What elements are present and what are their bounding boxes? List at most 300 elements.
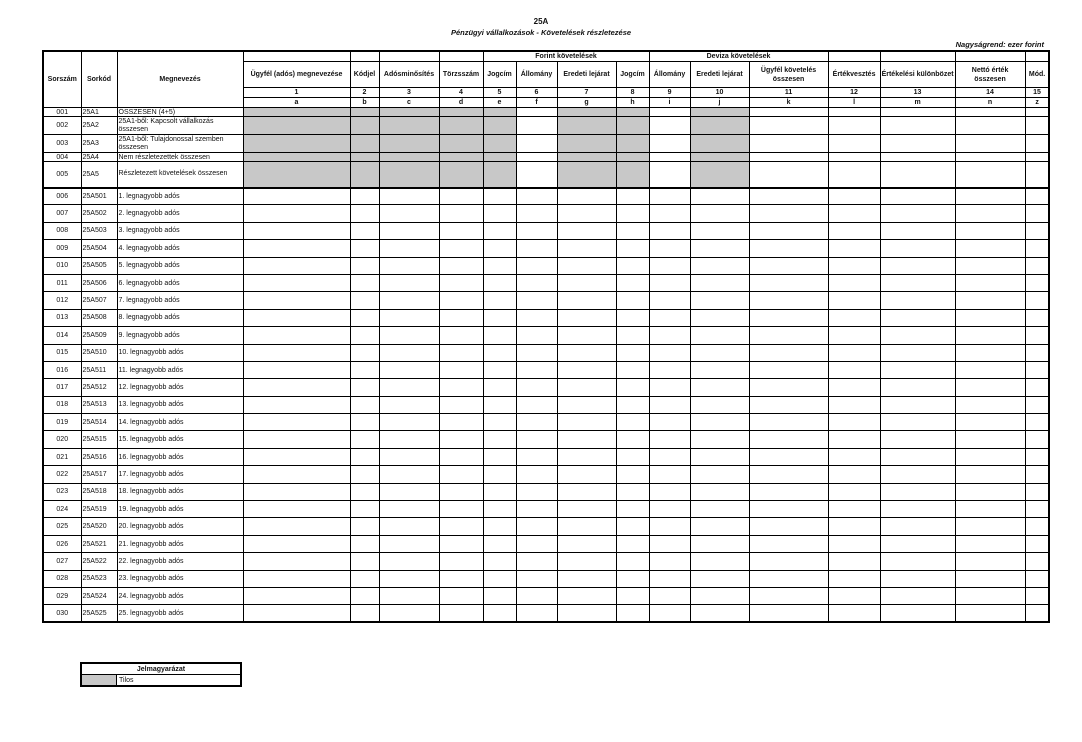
data-cell[interactable] [1025, 501, 1049, 518]
data-cell[interactable] [749, 535, 828, 552]
data-cell[interactable] [649, 570, 690, 587]
data-cell[interactable] [690, 108, 749, 117]
data-cell[interactable] [483, 188, 516, 205]
data-cell[interactable] [690, 535, 749, 552]
data-cell[interactable] [649, 240, 690, 257]
data-cell[interactable] [749, 162, 828, 188]
data-cell[interactable] [483, 108, 516, 117]
data-cell[interactable] [1025, 431, 1049, 448]
data-cell[interactable] [880, 553, 955, 570]
data-cell[interactable] [616, 448, 649, 465]
data-cell[interactable] [690, 222, 749, 239]
data-cell[interactable] [616, 553, 649, 570]
data-cell[interactable] [955, 466, 1025, 483]
data-cell[interactable] [557, 188, 616, 205]
data-cell[interactable] [243, 587, 350, 604]
data-cell[interactable] [243, 448, 350, 465]
data-cell[interactable] [557, 553, 616, 570]
data-cell[interactable] [649, 553, 690, 570]
data-cell[interactable] [828, 535, 880, 552]
data-cell[interactable] [749, 483, 828, 500]
data-cell[interactable] [616, 153, 649, 162]
data-cell[interactable] [516, 518, 557, 535]
data-cell[interactable] [955, 222, 1025, 239]
data-cell[interactable] [379, 292, 439, 309]
data-cell[interactable] [243, 431, 350, 448]
data-cell[interactable] [955, 240, 1025, 257]
data-cell[interactable] [439, 240, 483, 257]
data-cell[interactable] [955, 257, 1025, 274]
data-cell[interactable] [243, 153, 350, 162]
data-cell[interactable] [379, 379, 439, 396]
data-cell[interactable] [516, 379, 557, 396]
data-cell[interactable] [828, 205, 880, 222]
data-cell[interactable] [749, 240, 828, 257]
data-cell[interactable] [649, 222, 690, 239]
data-cell[interactable] [379, 188, 439, 205]
data-cell[interactable] [880, 153, 955, 162]
data-cell[interactable] [439, 466, 483, 483]
data-cell[interactable] [1025, 535, 1049, 552]
data-cell[interactable] [516, 431, 557, 448]
data-cell[interactable] [483, 466, 516, 483]
data-cell[interactable] [350, 483, 379, 500]
data-cell[interactable] [880, 361, 955, 378]
data-cell[interactable] [439, 309, 483, 326]
data-cell[interactable] [749, 153, 828, 162]
data-cell[interactable] [379, 448, 439, 465]
data-cell[interactable] [439, 205, 483, 222]
data-cell[interactable] [616, 483, 649, 500]
data-cell[interactable] [1025, 587, 1049, 604]
data-cell[interactable] [749, 327, 828, 344]
data-cell[interactable] [350, 108, 379, 117]
data-cell[interactable] [557, 396, 616, 413]
data-cell[interactable] [690, 153, 749, 162]
data-cell[interactable] [616, 240, 649, 257]
data-cell[interactable] [828, 327, 880, 344]
data-cell[interactable] [439, 414, 483, 431]
data-cell[interactable] [516, 344, 557, 361]
data-cell[interactable] [516, 570, 557, 587]
data-cell[interactable] [379, 361, 439, 378]
data-cell[interactable] [379, 162, 439, 188]
data-cell[interactable] [649, 483, 690, 500]
data-cell[interactable] [516, 448, 557, 465]
data-cell[interactable] [483, 501, 516, 518]
data-cell[interactable] [379, 535, 439, 552]
data-cell[interactable] [350, 501, 379, 518]
data-cell[interactable] [649, 587, 690, 604]
data-cell[interactable] [557, 361, 616, 378]
data-cell[interactable] [439, 431, 483, 448]
data-cell[interactable] [439, 153, 483, 162]
data-cell[interactable] [955, 292, 1025, 309]
data-cell[interactable] [1025, 396, 1049, 413]
data-cell[interactable] [243, 605, 350, 622]
data-cell[interactable] [880, 274, 955, 291]
data-cell[interactable] [483, 396, 516, 413]
data-cell[interactable] [616, 205, 649, 222]
data-cell[interactable] [439, 587, 483, 604]
data-cell[interactable] [649, 448, 690, 465]
data-cell[interactable] [516, 257, 557, 274]
data-cell[interactable] [350, 117, 379, 135]
data-cell[interactable] [350, 222, 379, 239]
data-cell[interactable] [649, 535, 690, 552]
data-cell[interactable] [955, 570, 1025, 587]
data-cell[interactable] [616, 414, 649, 431]
data-cell[interactable] [749, 292, 828, 309]
data-cell[interactable] [557, 431, 616, 448]
data-cell[interactable] [828, 188, 880, 205]
data-cell[interactable] [350, 535, 379, 552]
data-cell[interactable] [749, 205, 828, 222]
data-cell[interactable] [439, 518, 483, 535]
data-cell[interactable] [350, 257, 379, 274]
data-cell[interactable] [880, 257, 955, 274]
data-cell[interactable] [880, 466, 955, 483]
data-cell[interactable] [1025, 257, 1049, 274]
data-cell[interactable] [350, 153, 379, 162]
data-cell[interactable] [690, 414, 749, 431]
data-cell[interactable] [439, 570, 483, 587]
data-cell[interactable] [955, 414, 1025, 431]
data-cell[interactable] [483, 344, 516, 361]
data-cell[interactable] [379, 257, 439, 274]
data-cell[interactable] [1025, 222, 1049, 239]
data-cell[interactable] [243, 309, 350, 326]
data-cell[interactable] [880, 396, 955, 413]
data-cell[interactable] [1025, 205, 1049, 222]
data-cell[interactable] [483, 518, 516, 535]
data-cell[interactable] [439, 553, 483, 570]
data-cell[interactable] [828, 361, 880, 378]
data-cell[interactable] [350, 361, 379, 378]
data-cell[interactable] [379, 414, 439, 431]
data-cell[interactable] [955, 605, 1025, 622]
data-cell[interactable] [649, 431, 690, 448]
data-cell[interactable] [880, 501, 955, 518]
data-cell[interactable] [749, 309, 828, 326]
data-cell[interactable] [379, 431, 439, 448]
data-cell[interactable] [516, 605, 557, 622]
data-cell[interactable] [828, 135, 880, 153]
data-cell[interactable] [516, 162, 557, 188]
data-cell[interactable] [880, 605, 955, 622]
data-cell[interactable] [483, 431, 516, 448]
data-cell[interactable] [880, 108, 955, 117]
data-cell[interactable] [350, 327, 379, 344]
data-cell[interactable] [649, 501, 690, 518]
data-cell[interactable] [616, 605, 649, 622]
data-cell[interactable] [955, 431, 1025, 448]
data-cell[interactable] [955, 205, 1025, 222]
data-cell[interactable] [828, 379, 880, 396]
data-cell[interactable] [516, 361, 557, 378]
data-cell[interactable] [1025, 518, 1049, 535]
data-cell[interactable] [749, 587, 828, 604]
data-cell[interactable] [690, 327, 749, 344]
data-cell[interactable] [828, 570, 880, 587]
data-cell[interactable] [616, 117, 649, 135]
data-cell[interactable] [439, 135, 483, 153]
data-cell[interactable] [243, 117, 350, 135]
data-cell[interactable] [749, 414, 828, 431]
data-cell[interactable] [379, 309, 439, 326]
data-cell[interactable] [483, 257, 516, 274]
data-cell[interactable] [616, 162, 649, 188]
data-cell[interactable] [1025, 448, 1049, 465]
data-cell[interactable] [1025, 605, 1049, 622]
data-cell[interactable] [1025, 274, 1049, 291]
data-cell[interactable] [243, 205, 350, 222]
data-cell[interactable] [955, 309, 1025, 326]
data-cell[interactable] [243, 344, 350, 361]
data-cell[interactable] [483, 162, 516, 188]
data-cell[interactable] [243, 414, 350, 431]
data-cell[interactable] [955, 117, 1025, 135]
data-cell[interactable] [749, 344, 828, 361]
data-cell[interactable] [616, 587, 649, 604]
data-cell[interactable] [379, 587, 439, 604]
data-cell[interactable] [557, 518, 616, 535]
data-cell[interactable] [880, 414, 955, 431]
data-cell[interactable] [243, 361, 350, 378]
data-cell[interactable] [516, 292, 557, 309]
data-cell[interactable] [439, 188, 483, 205]
data-cell[interactable] [955, 135, 1025, 153]
data-cell[interactable] [690, 501, 749, 518]
data-cell[interactable] [516, 309, 557, 326]
data-cell[interactable] [243, 570, 350, 587]
data-cell[interactable] [243, 327, 350, 344]
data-cell[interactable] [616, 501, 649, 518]
data-cell[interactable] [439, 605, 483, 622]
data-cell[interactable] [439, 162, 483, 188]
data-cell[interactable] [828, 518, 880, 535]
data-cell[interactable] [616, 292, 649, 309]
data-cell[interactable] [616, 222, 649, 239]
data-cell[interactable] [616, 570, 649, 587]
data-cell[interactable] [516, 205, 557, 222]
data-cell[interactable] [483, 483, 516, 500]
data-cell[interactable] [880, 240, 955, 257]
data-cell[interactable] [880, 117, 955, 135]
data-cell[interactable] [516, 466, 557, 483]
data-cell[interactable] [379, 501, 439, 518]
data-cell[interactable] [749, 553, 828, 570]
data-cell[interactable] [483, 205, 516, 222]
data-cell[interactable] [828, 222, 880, 239]
data-cell[interactable] [243, 553, 350, 570]
data-cell[interactable] [350, 205, 379, 222]
data-cell[interactable] [243, 501, 350, 518]
data-cell[interactable] [439, 108, 483, 117]
data-cell[interactable] [749, 396, 828, 413]
data-cell[interactable] [557, 108, 616, 117]
data-cell[interactable] [557, 587, 616, 604]
data-cell[interactable] [439, 327, 483, 344]
data-cell[interactable] [516, 587, 557, 604]
data-cell[interactable] [649, 379, 690, 396]
data-cell[interactable] [880, 518, 955, 535]
data-cell[interactable] [350, 587, 379, 604]
data-cell[interactable] [690, 448, 749, 465]
data-cell[interactable] [379, 117, 439, 135]
data-cell[interactable] [690, 570, 749, 587]
data-cell[interactable] [880, 188, 955, 205]
data-cell[interactable] [616, 108, 649, 117]
data-cell[interactable] [649, 327, 690, 344]
data-cell[interactable] [439, 222, 483, 239]
data-cell[interactable] [1025, 570, 1049, 587]
data-cell[interactable] [439, 117, 483, 135]
data-cell[interactable] [1025, 117, 1049, 135]
data-cell[interactable] [749, 222, 828, 239]
data-cell[interactable] [243, 162, 350, 188]
data-cell[interactable] [516, 327, 557, 344]
data-cell[interactable] [350, 135, 379, 153]
data-cell[interactable] [557, 309, 616, 326]
data-cell[interactable] [243, 274, 350, 291]
data-cell[interactable] [880, 135, 955, 153]
data-cell[interactable] [690, 466, 749, 483]
data-cell[interactable] [243, 535, 350, 552]
data-cell[interactable] [439, 274, 483, 291]
data-cell[interactable] [483, 587, 516, 604]
data-cell[interactable] [1025, 240, 1049, 257]
data-cell[interactable] [955, 344, 1025, 361]
data-cell[interactable] [828, 605, 880, 622]
data-cell[interactable] [1025, 361, 1049, 378]
data-cell[interactable] [880, 483, 955, 500]
data-cell[interactable] [649, 466, 690, 483]
data-cell[interactable] [557, 257, 616, 274]
data-cell[interactable] [379, 518, 439, 535]
data-cell[interactable] [516, 117, 557, 135]
data-cell[interactable] [690, 274, 749, 291]
data-cell[interactable] [880, 570, 955, 587]
data-cell[interactable] [516, 135, 557, 153]
data-cell[interactable] [955, 361, 1025, 378]
data-cell[interactable] [649, 292, 690, 309]
data-cell[interactable] [557, 274, 616, 291]
data-cell[interactable] [379, 153, 439, 162]
data-cell[interactable] [828, 466, 880, 483]
data-cell[interactable] [749, 257, 828, 274]
data-cell[interactable] [379, 222, 439, 239]
data-cell[interactable] [557, 205, 616, 222]
data-cell[interactable] [955, 587, 1025, 604]
data-cell[interactable] [749, 108, 828, 117]
data-cell[interactable] [749, 501, 828, 518]
data-cell[interactable] [649, 153, 690, 162]
data-cell[interactable] [483, 135, 516, 153]
data-cell[interactable] [379, 396, 439, 413]
data-cell[interactable] [350, 396, 379, 413]
data-cell[interactable] [243, 518, 350, 535]
data-cell[interactable] [350, 414, 379, 431]
data-cell[interactable] [379, 553, 439, 570]
data-cell[interactable] [243, 292, 350, 309]
data-cell[interactable] [243, 396, 350, 413]
data-cell[interactable] [690, 587, 749, 604]
data-cell[interactable] [649, 344, 690, 361]
data-cell[interactable] [350, 431, 379, 448]
data-cell[interactable] [557, 292, 616, 309]
data-cell[interactable] [483, 292, 516, 309]
data-cell[interactable] [1025, 553, 1049, 570]
data-cell[interactable] [483, 605, 516, 622]
data-cell[interactable] [616, 431, 649, 448]
data-cell[interactable] [828, 344, 880, 361]
data-cell[interactable] [1025, 414, 1049, 431]
data-cell[interactable] [828, 240, 880, 257]
data-cell[interactable] [557, 535, 616, 552]
data-cell[interactable] [690, 117, 749, 135]
data-cell[interactable] [880, 309, 955, 326]
data-cell[interactable] [350, 309, 379, 326]
data-cell[interactable] [1025, 327, 1049, 344]
data-cell[interactable] [350, 466, 379, 483]
data-cell[interactable] [828, 292, 880, 309]
data-cell[interactable] [1025, 162, 1049, 188]
data-cell[interactable] [483, 414, 516, 431]
data-cell[interactable] [690, 518, 749, 535]
data-cell[interactable] [749, 466, 828, 483]
data-cell[interactable] [690, 162, 749, 188]
data-cell[interactable] [516, 274, 557, 291]
data-cell[interactable] [649, 135, 690, 153]
data-cell[interactable] [690, 396, 749, 413]
data-cell[interactable] [749, 605, 828, 622]
data-cell[interactable] [557, 448, 616, 465]
data-cell[interactable] [557, 135, 616, 153]
data-cell[interactable] [880, 431, 955, 448]
data-cell[interactable] [880, 222, 955, 239]
data-cell[interactable] [880, 327, 955, 344]
data-cell[interactable] [880, 535, 955, 552]
data-cell[interactable] [557, 466, 616, 483]
data-cell[interactable] [649, 396, 690, 413]
data-cell[interactable] [243, 483, 350, 500]
data-cell[interactable] [439, 535, 483, 552]
data-cell[interactable] [483, 117, 516, 135]
data-cell[interactable] [1025, 483, 1049, 500]
data-cell[interactable] [483, 553, 516, 570]
data-cell[interactable] [828, 396, 880, 413]
data-cell[interactable] [828, 431, 880, 448]
data-cell[interactable] [828, 501, 880, 518]
data-cell[interactable] [439, 483, 483, 500]
data-cell[interactable] [649, 414, 690, 431]
data-cell[interactable] [955, 518, 1025, 535]
data-cell[interactable] [483, 379, 516, 396]
data-cell[interactable] [690, 188, 749, 205]
data-cell[interactable] [828, 553, 880, 570]
data-cell[interactable] [616, 361, 649, 378]
data-cell[interactable] [350, 344, 379, 361]
data-cell[interactable] [516, 396, 557, 413]
data-cell[interactable] [749, 570, 828, 587]
data-cell[interactable] [1025, 135, 1049, 153]
data-cell[interactable] [828, 117, 880, 135]
data-cell[interactable] [483, 222, 516, 239]
data-cell[interactable] [1025, 466, 1049, 483]
data-cell[interactable] [955, 108, 1025, 117]
data-cell[interactable] [557, 605, 616, 622]
